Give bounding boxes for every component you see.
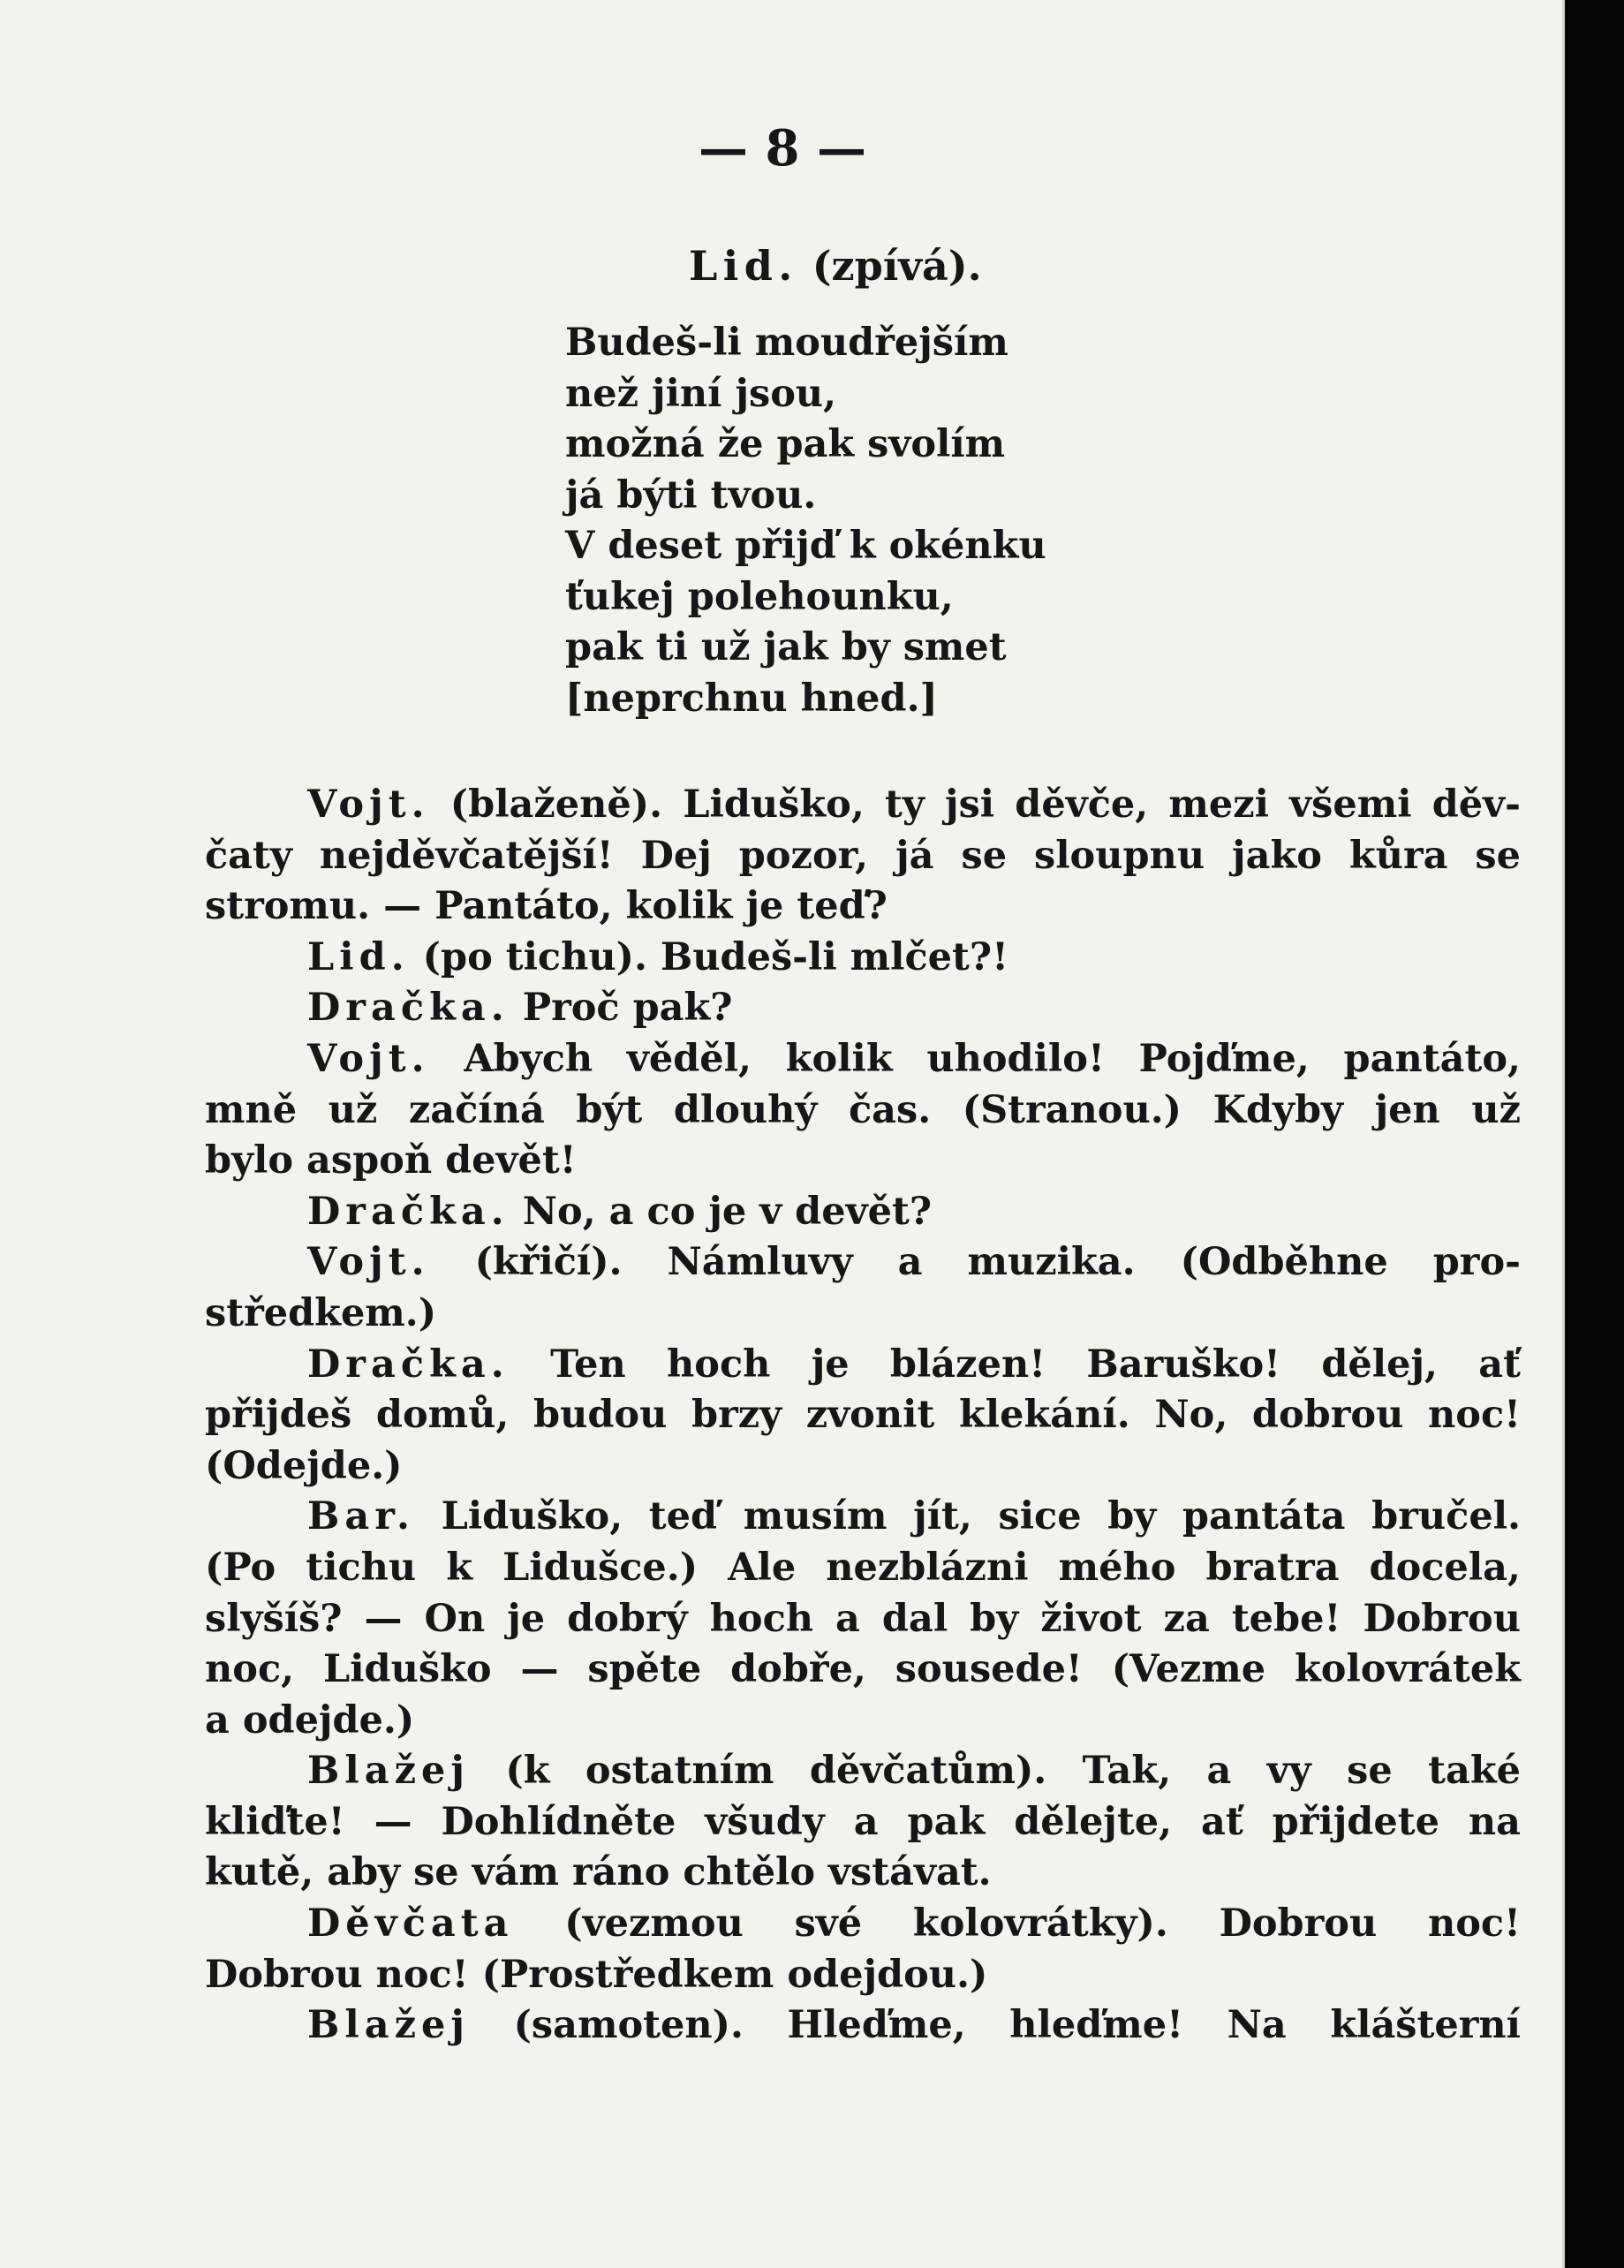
speaker-name: Lid.	[689, 242, 798, 290]
dialogue-line	[205, 933, 1521, 984]
song-verse	[565, 318, 1046, 724]
speaker-name: Děvčata	[307, 1901, 514, 1947]
song-heading	[689, 233, 982, 299]
dialogue-line	[205, 1085, 1521, 1137]
line-text: Dobrou noc! (Prostředkem odejdou.)	[205, 1952, 988, 1997]
line-text: noc, Liduško — spěte dobře, sousede! (Vezme kolovrátek	[205, 1647, 1521, 1692]
line-text: (k ostatním děvčatům). Tak, a vy se také	[505, 1749, 1521, 1794]
speaker-name: Blažej	[307, 2003, 470, 2048]
speaker-name: Dračka.	[307, 986, 510, 1031]
dialogue-line	[205, 1390, 1521, 1441]
verse-line: já býti tvou.	[565, 472, 817, 518]
line-text: (vezmou své kolovrátky). Dobrou noc!	[564, 1901, 1521, 1947]
verse-line: V deset přijď k okénku	[565, 524, 1046, 568]
dialogue-line	[205, 1848, 1521, 1899]
dialogue-line	[205, 881, 1521, 933]
speaker-name: Dračka.	[307, 1342, 510, 1387]
stage-direction: (zpívá).	[812, 242, 982, 290]
dialogue-line	[205, 1644, 1521, 1696]
speaker-name: Vojt.	[307, 1240, 430, 1285]
dialogue-line	[205, 1441, 1521, 1493]
scan-border	[1565, 0, 1624, 2268]
verse-line: pak ti už jak by smet	[565, 625, 1007, 669]
verse-line: možná že pak svolím	[565, 422, 1006, 466]
line-text: přijdeš domů, budou brzy zvonit klekání. No, dobrou noc!	[205, 1393, 1521, 1438]
line-text: Proč pak?	[522, 986, 733, 1031]
line-text: (samoten). Hleďme, hleďme! Na klášterní	[513, 2003, 1521, 2048]
line-text: (po tichu). Budeš-li mlčet?!	[422, 934, 1008, 979]
verse-line: Budeš-li moudřejším	[565, 321, 1008, 365]
line-text: Liduško, teď musím jít, sice by pantáta bručel.	[441, 1494, 1521, 1539]
verse-line: ťukej polehounku,	[565, 574, 954, 619]
dialogue-line	[205, 1237, 1521, 1289]
verse-line: [neprchnu hned.]	[565, 676, 938, 721]
dialogue-line	[205, 1797, 1521, 1848]
dialogue-line	[205, 1136, 1521, 1187]
dialogue-line	[205, 1187, 1521, 1238]
dialogue-line	[205, 1594, 1521, 1645]
line-text: bylo aspoň devět!	[205, 1138, 577, 1183]
line-text: Ten hoch je blázen! Baruško! dělej, ať	[550, 1342, 1521, 1387]
line-text: (Po tichu k Lidušce.) Ale nezblázni mého bratra docela,	[205, 1545, 1521, 1590]
line-text: středkem.)	[205, 1290, 437, 1335]
dialogue-line	[205, 831, 1521, 882]
dialogue-line	[205, 1492, 1521, 1543]
dialogue-text	[205, 780, 1521, 2052]
line-text: Abych věděl, kolik uhodilo! Pojďme, pantáto,	[464, 1036, 1521, 1081]
speaker-name: Vojt.	[307, 1036, 430, 1081]
speaker-name: Bar.	[307, 1494, 415, 1539]
dialogue-line	[205, 2000, 1521, 2052]
dialogue-line	[205, 1746, 1521, 1797]
speaker-name: Lid.	[307, 934, 410, 979]
dialogue-line	[205, 1034, 1521, 1085]
speaker-name: Dračka.	[307, 1189, 510, 1234]
dialogue-line	[205, 983, 1521, 1034]
dialogue-line	[205, 1289, 1521, 1340]
line-text: a odejde.)	[205, 1697, 415, 1743]
line-text: (křičí). Námluvy a muzika. (Odběhne pro-	[474, 1240, 1521, 1285]
line-text: mně už začíná být dlouhý čas. (Stranou.) Kdyby jen už	[205, 1087, 1521, 1132]
dialogue-line	[205, 1340, 1521, 1391]
line-text: kutě, aby se vám ráno chtělo vstávat.	[205, 1850, 992, 1895]
dialogue-line	[205, 1899, 1521, 1950]
page-number: — 8 —	[699, 119, 866, 178]
line-text: čaty nejděvčatější! Dej pozor, já se sloupnu jako kůra se	[205, 833, 1521, 878]
line-text: No, a co je v devět?	[522, 1189, 933, 1234]
speaker-name: Blažej	[307, 1749, 470, 1794]
line-text: (Odejde.)	[205, 1443, 403, 1488]
speaker-name: Vojt.	[307, 782, 430, 827]
dialogue-line	[205, 1543, 1521, 1594]
line-text: stromu. — Pantáto, kolik je teď?	[205, 884, 888, 929]
dialogue-line	[205, 1696, 1521, 1747]
line-text: kliďte! — Dohlídněte všudy a pak dělejte, ať přijdete na	[205, 1799, 1521, 1844]
line-text: slyšíš? — On je dobrý hoch a dal by život za tebe! Dobrou	[205, 1596, 1521, 1641]
line-text: (blaženě). Liduško, ty jsi děvče, mezi všemi děv-	[449, 782, 1521, 827]
dialogue-line	[205, 780, 1521, 831]
dialogue-line	[205, 1950, 1521, 2001]
verse-line: než jiní jsou,	[565, 371, 837, 416]
